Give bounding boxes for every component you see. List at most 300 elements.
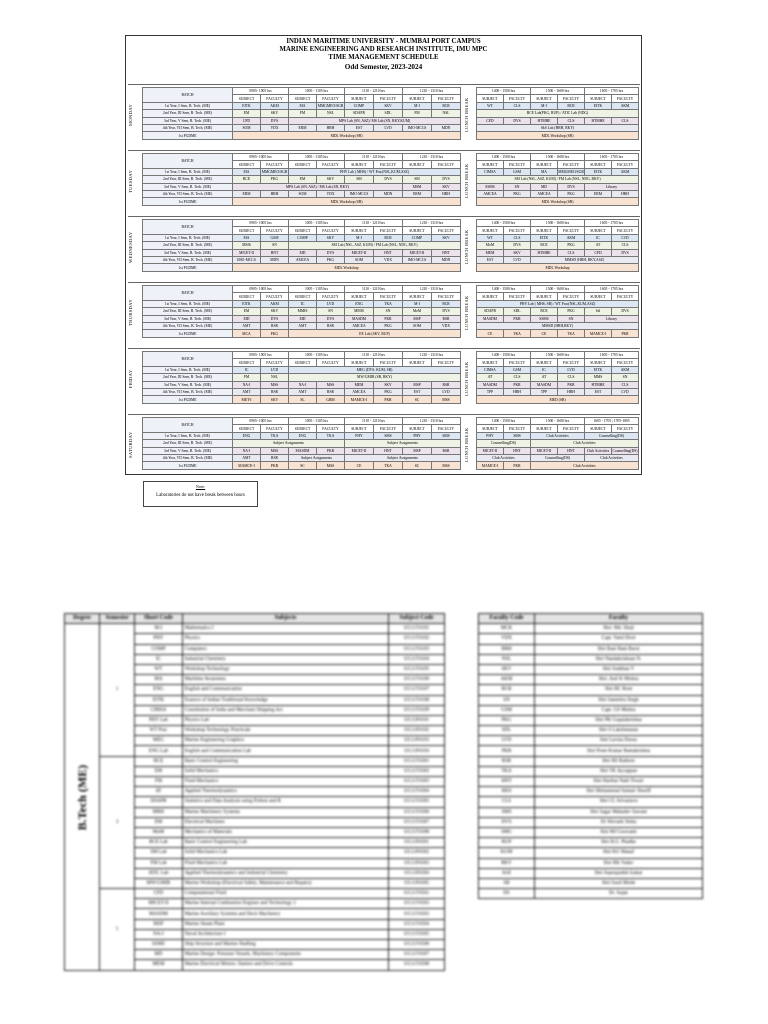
schedule-cell: SL [289, 396, 317, 403]
table-row [479, 624, 703, 634]
time-slot: 1005 - 1105 hrs [289, 418, 345, 425]
batch-name: 4th Year, VII Sem, B. Tech. (ME) [143, 190, 233, 197]
schedule-cell: MMIS [345, 308, 374, 315]
faculty-label: FACULTY [558, 161, 585, 168]
am-table [142, 153, 461, 206]
schedule-cell: HNT [261, 249, 289, 256]
schedule-cell: EM [233, 110, 261, 117]
pm-table [476, 219, 639, 272]
subject-label: SUBJECT [585, 425, 612, 432]
schedule-cell: PKR [504, 381, 531, 388]
subject-name: Fluid Mechanics [182, 777, 389, 787]
schedule-cell: Library [585, 315, 639, 322]
schedule-cell: HRH [504, 388, 531, 395]
subject-label: SUBJECT [403, 359, 432, 366]
table-row [479, 736, 703, 746]
schedule-cell: MDL Workshop (SB) [233, 198, 461, 205]
faculty-name: Shri RK Yadav [535, 858, 703, 868]
subject-label: SUBJECT [477, 227, 504, 234]
table-row [479, 848, 703, 858]
faculty-code: DS [479, 889, 535, 899]
subject-code: UG11P4305 [389, 878, 445, 888]
day-block-tuesday [128, 150, 640, 213]
batch-row [143, 447, 461, 454]
schedule-cell: SMS [504, 432, 531, 439]
subject-name: Naval Architecture I [182, 929, 389, 939]
schedule-cell: DVS [432, 308, 461, 315]
faculty-label: FACULTY [504, 161, 531, 168]
slot-row [477, 418, 639, 425]
faculty-label: FACULTY [261, 95, 289, 102]
slot-row [477, 154, 639, 161]
faculty-label: FACULTY [374, 227, 403, 234]
faculty-code: BCR [479, 685, 535, 695]
courses-table [64, 613, 445, 971]
pm-table [476, 285, 639, 338]
lunch-break-label: LUNCH BREAK [464, 97, 469, 133]
time-slot: 1400 - 1500 hrs [477, 220, 531, 227]
schedule-cell: SKV [374, 381, 403, 388]
subject-name: Marine Engineering Graphics [182, 736, 389, 746]
batch-row [143, 124, 461, 131]
faculty-label: FACULTY [261, 425, 289, 432]
batch-row [143, 388, 461, 395]
subject-label: SUBJECT [531, 425, 558, 432]
batch-row [477, 374, 639, 381]
subject-name: Solid Mechanics Lab [182, 848, 389, 858]
schedule-cell: HTMHE [531, 249, 558, 256]
schedule-cell: SKV [261, 396, 289, 403]
batch-row [143, 264, 461, 271]
batch-row [143, 110, 461, 117]
faculty-label: FACULTY [432, 161, 461, 168]
schedule-cell: SM Lab (NSL, ASZ, KUM) / FM Lab (NSL, NDG, RKY) [477, 176, 639, 183]
short-code: EM [135, 766, 183, 776]
faculty-code: NSL [479, 654, 535, 664]
short-code: ATIC Lab [135, 868, 183, 878]
schedule-cell: MMS [585, 374, 612, 381]
time-slot: 1005 - 1105 hrs [289, 286, 345, 293]
faculty-code: MSS [479, 787, 535, 797]
schedule-cell: PKR [504, 462, 531, 469]
schedule-cell: HRH [612, 190, 639, 197]
subject-name: Marine Electrical Motors: Starters and Drive Controls [182, 960, 389, 970]
subject-name: Marine Design: Pressure Vessels, Machinery Components [182, 950, 389, 960]
schedule-cell: ENG [233, 432, 261, 439]
subject-name: Solid Mechanics [182, 766, 389, 776]
schedule-cell: AMT [289, 322, 317, 329]
schedule-cell: Subject Assignments [345, 454, 461, 461]
schedule-cell: PKR [317, 447, 345, 454]
schedule-cell: SSMS [477, 183, 504, 190]
schedule-cell: EITK [585, 168, 612, 175]
batch-name: 1st PGDME [143, 198, 233, 205]
faculty-code: SN [479, 695, 535, 705]
schedule-cell: MMSD (HRH,RKY) [477, 322, 639, 329]
subject-label: SUBJECT [585, 293, 612, 300]
schedule-cell: SM [345, 176, 374, 183]
subject-label: SUBJECT [345, 95, 374, 102]
subject-label: SUBJECT [345, 161, 374, 168]
faculty-label: FACULTY [374, 161, 403, 168]
batch-row [477, 330, 639, 337]
schedule-cell: AT [477, 374, 504, 381]
subject-code: UG11P4303 [389, 858, 445, 868]
schedule-cell: NA-I [233, 447, 261, 454]
subject-name: Statistics and Data Analysis using Python and R [182, 797, 389, 807]
subject-name: Basic Control Engineering Lab [182, 838, 389, 848]
schedule-cell: MASDM [477, 381, 504, 388]
schedule-cell: MA [531, 168, 558, 175]
batch-header: BATCH [143, 88, 233, 103]
lunch-break-label: LUNCH BREAK [464, 427, 469, 463]
batch-row [143, 256, 461, 263]
schedule-cell: ENG [345, 300, 374, 307]
time-slot: 1005 - 1105 hrs [289, 352, 345, 359]
batch-row [477, 168, 639, 175]
faculty-code: GSM [479, 705, 535, 715]
schedule-cell: RSR [261, 322, 289, 329]
short-code: MMS [135, 807, 183, 817]
timetable-sheet [125, 35, 642, 475]
subject-label: SUBJECT [289, 95, 317, 102]
batch-row [143, 117, 461, 124]
table-row [479, 746, 703, 756]
schedule-cell: SKV [261, 110, 289, 117]
schedule-cell: EE Lab (SKV, RUP) [289, 330, 461, 337]
lunch-break-label: LUNCH BREAK [464, 361, 469, 397]
batch-name: 2nd Year, III Sem, B. Tech. (ME) [143, 374, 233, 381]
subject-label: SUBJECT [477, 161, 504, 168]
subject-code: UG11T4301 [389, 756, 445, 766]
batch-name: 1st Year, I Sem, B. Tech. (ME) [143, 234, 233, 241]
schedule-cell: BCR [432, 300, 461, 307]
faculty-label: FACULTY [432, 293, 461, 300]
subject-name: Physics Lab [182, 715, 389, 725]
batch-row [143, 183, 461, 190]
short-code: SSMS [135, 940, 183, 950]
schedule-cell: MICET-II [403, 249, 432, 256]
schedule-cell: SN [612, 374, 639, 381]
slot-row [143, 154, 461, 161]
time-slot: 1400 - 1500 hrs [477, 352, 531, 359]
schedule-cell: MSS [261, 381, 289, 388]
subject-code: UG11T4506 [389, 940, 445, 950]
faculty-label: FACULTY [558, 359, 585, 366]
table-row [479, 827, 703, 837]
batch-row [477, 124, 639, 131]
pm-table [476, 153, 639, 206]
schedule-cell: SC [403, 462, 432, 469]
subject-label: SUBJECT [477, 425, 504, 432]
subject-label: SUBJECT [289, 359, 317, 366]
schedule-cell: DVS [261, 315, 289, 322]
schedule-cell: MASDM [345, 315, 374, 322]
schedule-cell: PHY Lab ( MHS, SB) / WT Prac(NSL,KUM,ASZ) [477, 300, 639, 307]
short-code: EM [135, 817, 183, 827]
subject-name: Workshop Technology Practicals [182, 726, 389, 736]
batch-name: 4th Year, VII Sem, B. Tech. (ME) [143, 388, 233, 395]
batch-row [143, 190, 461, 197]
lunch-break-label: LUNCH BREAK [464, 295, 469, 331]
schedule-cell: MDN [261, 256, 289, 263]
time-slot: 1005 - 1105 hrs [289, 220, 345, 227]
schedule-cell: ERM [403, 190, 432, 197]
subject-name: Marine Steam Plant [182, 919, 389, 929]
semester-cell: 5 [100, 889, 135, 971]
short-code: BCE Lab [135, 838, 183, 848]
table-row [479, 675, 703, 685]
schedule-cell: MICET-II [477, 447, 504, 454]
schedule-cell: SDL [374, 110, 403, 117]
subject-name: Constitution of India and Merchant Shipping Act [182, 705, 389, 715]
schedule-cell: MET-I [233, 396, 261, 403]
time-slot: 1500 - 1600 hrs [531, 286, 585, 293]
faculty-code: VDX [479, 634, 535, 644]
table-row [479, 654, 703, 664]
schedule-cell: MDL Workshop (SB) [233, 132, 461, 139]
subject-label: SUBJECT [403, 293, 432, 300]
batch-row [477, 396, 639, 403]
schedule-cell: PKG [558, 308, 585, 315]
schedule-cell: DVS [374, 176, 403, 183]
schedule-cell: TKA [504, 330, 531, 337]
batch-name: 1st Year, I Sem, B. Tech. (ME) [143, 366, 233, 373]
faculty-code: KUM [479, 848, 535, 858]
schedule-cell: WT [477, 234, 504, 241]
column-header: Short Code [135, 614, 183, 624]
faculty-code: RUP [479, 838, 535, 848]
schedule-cell: CFD [585, 249, 612, 256]
schedule-cell: SMS [374, 432, 403, 439]
batch-row [477, 462, 639, 469]
subject-label: SUBJECT [531, 227, 558, 234]
subject-name: Physics [182, 634, 389, 644]
schedule-cell: MW/GMIR (SB, RKY) [289, 374, 461, 381]
batch-row [477, 234, 639, 241]
schedule-cell: MPS Lab (SN, ASZ) / MS Lab (SN, RKY) [233, 183, 403, 190]
label-row [477, 359, 639, 366]
schedule-cell: BCE [233, 176, 261, 183]
schedule-cell: RSR [317, 322, 345, 329]
am-table [142, 219, 461, 272]
schedule-cell: AMT [233, 454, 261, 461]
short-code: NA-I [135, 929, 183, 939]
subject-label: SUBJECT [345, 359, 374, 366]
subject-code: UG11T4304 [389, 787, 445, 797]
time-slot: 1110 - 1210 hrs [345, 220, 403, 227]
batch-name: 1st PGDME [143, 132, 233, 139]
batch-row [477, 249, 639, 256]
schedule-cell: NA-I [289, 381, 317, 388]
faculty-label: FACULTY [504, 95, 531, 102]
schedule-cell: AT [531, 374, 558, 381]
batch-row [143, 300, 461, 307]
schedule-cell: COMP [289, 234, 317, 241]
time-slot: 1110 - 1210 hrs [345, 286, 403, 293]
faculty-code: AKM [479, 675, 535, 685]
short-code: MEG [135, 736, 183, 746]
column-header: Semester [100, 614, 135, 624]
day-block-thursday [128, 282, 640, 345]
schedule-cell: AKM [612, 366, 639, 373]
table-row [65, 624, 445, 634]
batch-row [477, 447, 639, 454]
schedule-cell: AMCEA [345, 322, 374, 329]
faculty-label: FACULTY [317, 425, 345, 432]
faculty-name: Shri CL Srivastava [535, 797, 703, 807]
schedule-cell: CIMSA [477, 168, 504, 175]
schedule-cell: LVD [317, 300, 345, 307]
time-slot: 0905- 1005 hrs [233, 286, 289, 293]
schedule-cell: PKR [374, 396, 403, 403]
time-slot: 1400 - 1500 hrs [477, 154, 531, 161]
schedule-cell: CFD [233, 117, 261, 124]
schedule-cell: AKM [612, 168, 639, 175]
batch-row [143, 308, 461, 315]
faculty-name: Shri R.U. Phadke [535, 838, 703, 848]
schedule-cell: IC [289, 300, 317, 307]
time-slot: 1210 - 1310 hrs [403, 220, 461, 227]
subject-label: SUBJECT [477, 95, 504, 102]
schedule-cell: BCR [558, 102, 585, 109]
subject-name: Marine Workshop (Electrical Safety, Maintenance and Repairs) [182, 878, 389, 888]
courses-header-row [65, 614, 445, 624]
schedule-cell: NSL [261, 374, 289, 381]
faculty-label: FACULTY [558, 95, 585, 102]
subject-code: UG11T4507 [389, 950, 445, 960]
day-block-wednesday [128, 216, 640, 279]
schedule-cell: Counselling(DS) [612, 448, 638, 453]
batch-row [477, 132, 639, 139]
schedule-cell: GSM [504, 168, 531, 175]
faculty-label: FACULTY [558, 293, 585, 300]
short-code: ENG Lab [135, 746, 183, 756]
schedule-cell: MMIS [289, 308, 317, 315]
subject-label: SUBJECT [477, 293, 504, 300]
faculty-code: CLS [479, 797, 535, 807]
schedule-cell: TKA [261, 432, 289, 439]
table-row [479, 838, 703, 848]
schedule-cell: SDAPR [345, 110, 374, 117]
semester-cell: 3 [100, 756, 135, 888]
schedule-cell: AKM [261, 300, 289, 307]
schedule-cell: MoM [403, 308, 432, 315]
schedule-cell: PKG [317, 256, 345, 263]
schedule-cell: VDX [261, 124, 289, 131]
schedule-cell: MICET-II [531, 447, 558, 454]
batch-row [477, 388, 639, 395]
subject-name: Marine Auxiliary Systems and Deck Machinery [182, 909, 389, 919]
faculty-label: FACULTY [432, 359, 461, 366]
short-code: FM [135, 777, 183, 787]
faculty-label: FACULTY [261, 161, 289, 168]
degree-cell: B.Tech (ME) [65, 624, 100, 970]
column-header: Faculty Code [479, 614, 535, 624]
schedule-cell: MDN [432, 256, 461, 263]
schedule-cell: SDAPR [477, 308, 504, 315]
subject-code: UG11T4107 [389, 685, 445, 695]
faculty-label: FACULTY [374, 425, 403, 432]
subject-name: Essence of Indian Traditional Knowledge [182, 695, 389, 705]
schedule-cell: Club Activities [531, 432, 585, 439]
batch-name: 1st Year, I Sem, B. Tech. (ME) [143, 432, 233, 439]
schedule-cell: HRH [558, 388, 585, 395]
time-slot: 0905- 1005 hrs [233, 88, 289, 95]
schedule-cell: LVD [558, 366, 585, 373]
table-row [65, 889, 445, 899]
schedule-cell: RSR [432, 315, 461, 322]
schedule-cell: WT [477, 102, 504, 109]
schedule-cell: MICET-II [345, 447, 374, 454]
day-block-saturday [128, 414, 640, 477]
schedule-cell: MSM [403, 183, 432, 190]
table-row [479, 797, 703, 807]
subject-code: UG11T4306 [389, 807, 445, 817]
subject-name: Fluid Mechanics Lab [182, 858, 389, 868]
timetable-header [126, 36, 641, 71]
subject-code: UG11T4501 [389, 889, 445, 899]
table-row [479, 705, 703, 715]
time-slot: 1605 - 1705 | 1705-1805 [585, 418, 639, 425]
subject-name: Mathematics I [182, 624, 389, 634]
faculty-code: SKV [479, 664, 535, 674]
time-slot: 0905- 1005 hrs [233, 352, 289, 359]
faculty-code: MCK [479, 624, 535, 634]
subject-code: UG11P4301 [389, 838, 445, 848]
batch-name: 1st Year, I Sem, B. Tech. (ME) [143, 300, 233, 307]
batch-row [143, 440, 461, 447]
subject-code: UG11T4504 [389, 919, 445, 929]
schedule-cell: MA [289, 102, 317, 109]
faculty-label: FACULTY [317, 95, 345, 102]
faculty-name: Shri BC Rout [535, 685, 703, 695]
subject-name: Electrical Machines [182, 817, 389, 827]
faculty-name: Shri RS Rathore [535, 756, 703, 766]
schedule-cell: NA-I [233, 381, 261, 388]
subject-name: Marine Internal Combustion Engines and Technology 2 [182, 899, 389, 909]
subject-name: Ship Structure and Marine Shafting [182, 940, 389, 950]
schedule-cell: CE [531, 330, 558, 337]
schedule-cell: CE [477, 330, 504, 337]
subject-code: UG11T4305 [389, 797, 445, 807]
schedule-cell: TKA [317, 432, 345, 439]
schedule-cell: MDL Workshop (SB) [477, 132, 639, 139]
schedule-cell: MEM [477, 249, 504, 256]
short-code: CIMSA [135, 705, 183, 715]
subject-code: UG11T4109 [389, 705, 445, 715]
schedule-cell: PKR [504, 315, 531, 322]
schedule-cell: MSP [403, 447, 432, 454]
schedule-cell: PKR [612, 330, 639, 337]
schedule-cell: SKV [317, 234, 345, 241]
schedule-cell: PHY [345, 432, 374, 439]
schedule-cell: LVD [374, 124, 403, 131]
subject-name: Applied Thermodynamics [182, 787, 389, 797]
table-row [479, 644, 703, 654]
schedule-cell: Subject Assignments [233, 440, 345, 447]
subject-code: UG11T4503 [389, 909, 445, 919]
schedule-cell: SN [374, 308, 403, 315]
batch-name: 2nd Year, III Sem, B. Tech. (ME) [143, 440, 233, 447]
short-code: WT [135, 664, 183, 674]
note-box [143, 481, 258, 507]
schedule-cell: HNT [374, 249, 403, 256]
batch-row [477, 183, 639, 190]
subject-label: SUBJECT [403, 161, 432, 168]
subject-code: UG11T4502 [389, 899, 445, 909]
schedule-cell: DVS [261, 117, 289, 124]
